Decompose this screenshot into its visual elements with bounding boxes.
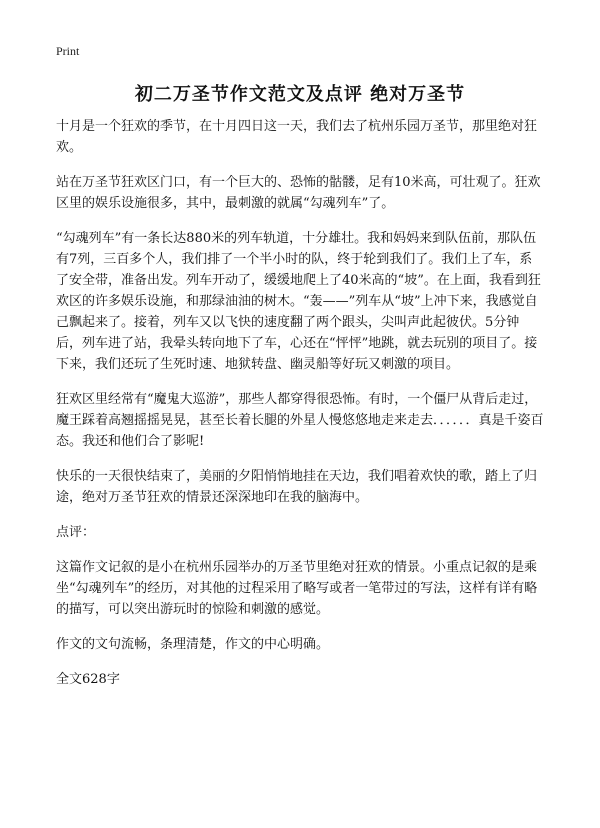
paragraph-intro: 十月是一个狂欢的季节，在十月四日这一天，我们去了杭州乐园万圣节，那里绝对狂欢。 — [56, 119, 538, 155]
paragraph-parade: 狂欢区里经常有“魔鬼大巡游”，那些人都穿得很恐怖。有时，一个僵尸从背后走过，魔王踩着高翘摇摇晃晃，甚至长着长腿的外星人慢悠悠地走来走去．．．．．．真是千姿百态。我还和他们合了影呢! — [56, 392, 544, 449]
paragraph-entrance: 站在万圣节狂欢区门口，有一个巨大的、恐怖的骷髅，足有10米高，可壮观了。狂欢区里的娱乐设施很多，其中，最刺激的就属“勾魂列车”了。 — [56, 175, 541, 211]
comment-paragraph: 这篇作文记叙的是小在杭州乐园举办的万圣节里绝对狂欢的情景。小重点记叙的是乘坐“勾魂列车”的经历，对其他的过程采用了略写或者一笔带过的写法，这样有详有略的描写，可以突出游玩时的惊险和刺激的感觉。 — [56, 560, 538, 617]
page-title: 初二万圣节作文范文及点评 绝对万圣节 — [134, 84, 466, 105]
article-body — [56, 116, 544, 704]
comment-heading: 点评： — [56, 525, 96, 540]
word-count: 全文628字 — [56, 672, 120, 687]
print-link[interactable]: Print — [56, 44, 80, 58]
paragraph-ending: 快乐的一天很快结束了，美丽的夕阳悄悄地挂在天边，我们唱着欢快的歌，踏上了归途，绝对万圣节狂欢的情景还深深地印在我的脑海中。 — [56, 469, 538, 505]
paragraph-roller-coaster: “勾魂列车”有一条长达880米的列车轨道，十分雄壮。我和妈妈来到队伍前，那队伍有7列，三百多个人，我们排了一个半小时的队，终于轮到我们了。我们上了车，系了安全带，准备出发。列车开动了，缓缓地爬上了40米高的“坡”。在上面，我看到狂欢区的许多娱乐设施，和那绿油油的树木。“轰——”列车从“坡”上冲下来，我感觉自己飘起来了。接着，列车又以飞快的速度翻了两个跟头，尖叫声此起彼伏。5分钟后，列车进了站，我晕头转向地下了车，心还在“怦怦”地跳，就去玩别的项目了。接下来，我们还玩了生死时速、地狱转盘、幽灵船等好玩又刺激的项目。 — [56, 231, 541, 372]
comment-summary: 作文的文句流畅，条理清楚，作文的中心明确。 — [56, 637, 330, 652]
